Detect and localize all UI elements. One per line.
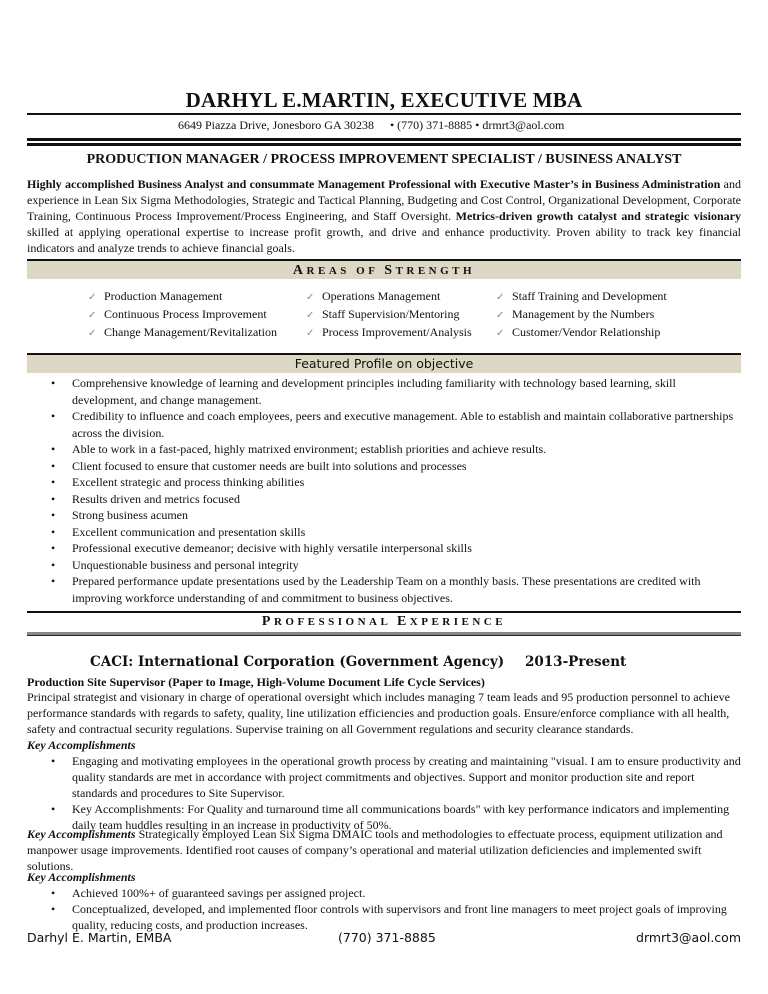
bullet-icon: • [51,574,56,588]
strength-item: ✓ Operations Management [306,287,472,305]
bullet-icon: • [51,376,56,390]
bullet-icon: • [51,475,56,489]
check-icon: ✓ [496,310,505,321]
check-icon: ✓ [496,292,505,303]
bullet-icon: • [51,541,56,555]
bullet-icon: • [51,491,56,506]
check-icon: ✓ [306,328,315,339]
footer-name: Darhyl E. Martin, EMBA [27,930,172,945]
summary-paragraph [27,176,741,256]
key-accomplishments-paragraph: Key Accomplishments Strategically employed Lean Six Sigma DMAIC tools and methodologies to effectuate process, equipment utilization and manpower usage improvements. Identified root causes of company’s operational and material utilization deficiencies and implemented swift solutions. [27,827,723,873]
candidate-name: DARHYL E.MARTIN, EXECUTIVE MBA [185,88,583,112]
check-icon: ✓ [88,292,97,303]
bullet-icon: • [51,902,56,916]
check-icon: ✓ [496,328,505,339]
list-item: • Excellent strategic and process thinking abilities [51,475,305,489]
footer-email[interactable]: drmrt3@aol.com [636,930,741,945]
key-accomplishments-label: Key Accomplishments [27,870,136,884]
list-item: • Able to work in a fast-paced, highly matrixed environment; establish priorities and achieve results. [51,442,547,456]
email-link[interactable]: drmrt3@aol.com [482,118,565,132]
address: 6649 Piazza Drive, Jonesboro GA 30238 [178,118,374,132]
section-header-strengths [27,261,741,279]
list-item: • Credibility to influence and coach employees, peers and executive management. Able to establish and maintain collaborative partnerships across the division. [51,409,734,440]
section-header-profile [27,355,741,373]
check-icon: ✓ [306,292,315,303]
list-item: • Key Accomplishments: For Quality and turnaround time all communications boards" with key performance indicators and implementing daily team huddles resulting in an increase in productivity of 50%. [51,802,730,832]
list-item: • Strong business acumen [51,508,188,522]
bullet-icon: • [51,886,56,900]
contact-line [178,118,564,133]
job-title: Production Site Supervisor (Paper to Image, High-Volume Document Life Cycle Services) [27,675,485,689]
summary-bold-1: Highly accomplished Business Analyst and consummate Management Professional with Executive Master’s in Business Administration [27,177,721,191]
bullet-icon: • [51,458,56,473]
divider [27,113,741,115]
strength-item: ✓ Staff Supervision/Mentoring [306,305,472,323]
bullet-icon: • [51,802,56,816]
divider [27,635,741,636]
list-item: • Client focused to ensure that customer needs are built into solutions and processes [51,458,467,473]
check-icon: ✓ [306,310,315,321]
list-item: • Professional executive demeanor; decisive with highly versatile interpersonal skills [51,541,472,555]
profile-list [27,375,741,606]
accomplishments-list [27,885,741,933]
list-item: • Conceptualized, developed, and implemented floor controls with supervisors and front line managers to meet project goals of improving quality, reducing costs, and production increases. [51,902,727,932]
list-item: • Unquestionable business and personal integrity [51,557,299,572]
bullet-icon: • [51,508,56,522]
professional-headline: PRODUCTION MANAGER / PROCESS IMPROVEMENT SPECIALIST / BUSINESS ANALYST [86,152,682,167]
divider [27,611,741,613]
accomplishments-list [27,753,741,833]
phone: • (770) 371-8885 • [389,118,480,132]
summary-bold-2: Metrics-driven growth catalyst and strategic visionary [455,209,742,223]
strength-column [88,287,277,341]
strength-item: ✓ Process Improvement/Analysis [306,323,472,341]
key-accomplishments-label: Key Accomplishments [27,738,136,752]
section-title-experience: PROFESSIONAL EXPERIENCE [261,614,507,629]
strength-item: ✓ Production Management [88,287,277,305]
summary-text-1: and experience in Lean Six Sigma Methodologies, Strategic and Tactical Planning, Budgeting and Cost Control, Organizational Development, Corporate Training, Continuous Process Improvement/Process Engineering, and Staff Oversight. [27,177,742,223]
strength-column [496,287,667,341]
list-item: • Achieved 100%+ of guaranteed savings per assigned project. [51,886,366,900]
company-name: CACI: International Corporation (Government Agency) [90,654,505,670]
strength-item: ✓ Staff Training and Development [496,287,667,305]
page-footer [27,930,741,950]
divider [27,138,741,141]
footer-phone: (770) 371-8885 [338,930,436,945]
bullet-icon: • [51,409,56,423]
list-item: • Excellent communication and presentation skills [51,524,306,539]
strength-item: ✓ Continuous Process Improvement [88,305,277,323]
list-item: • Comprehensive knowledge of learning and development principles including familiarity with technology based learning, skill development, and change management. [51,376,676,407]
summary-text-2: skilled at applying operational expertise to increase profit growth, and drive and enhance productivity. Proven ability to track key financial indicators and analyze trends to achieve financial goals. [27,225,741,255]
bullet-icon: • [51,754,56,768]
section-title: Featured Profile on objective [294,356,474,371]
divider [27,143,741,146]
check-icon: ✓ [88,310,97,321]
list-item: • Results driven and metrics focused [51,491,240,506]
bullet-icon: • [51,524,56,539]
strength-column [306,287,472,341]
strength-item: ✓ Customer/Vendor Relationship [496,323,667,341]
check-icon: ✓ [88,328,97,339]
strength-item: ✓ Change Management/Revitalization [88,323,277,341]
bullet-icon: • [51,557,56,572]
list-item: • Engaging and motivating employees in the operational growth process by creating and maintaining "visual. I am to ensure productivity and quality standards are met in accordance with project commitments and objectives. Support and monitor production site and report standards and procedures to Site Supervisor. [51,754,741,800]
section-title: AREAS OF STRENGTH [292,263,476,278]
strength-item: ✓ Management by the Numbers [496,305,667,323]
bullet-icon: • [51,442,56,456]
employment-dates: 2013-Present [525,654,627,670]
list-item: • Prepared performance update presentations used by the Leadership Team on a monthly basis. These presentations are credited with improving workforce understanding of and commitment to business objectives. [51,574,701,605]
job-description: Principal strategist and visionary in charge of operational oversight which includes managing 7 team leads and 95 production personnel to achieve performance standards with regards to safety, quality, line utilization efficiencies and production goals. Ensure/enforce compliance with all health, safety and contractual security regulations. Supervise training on all Government regulations and security clearance standards. [27,690,730,736]
